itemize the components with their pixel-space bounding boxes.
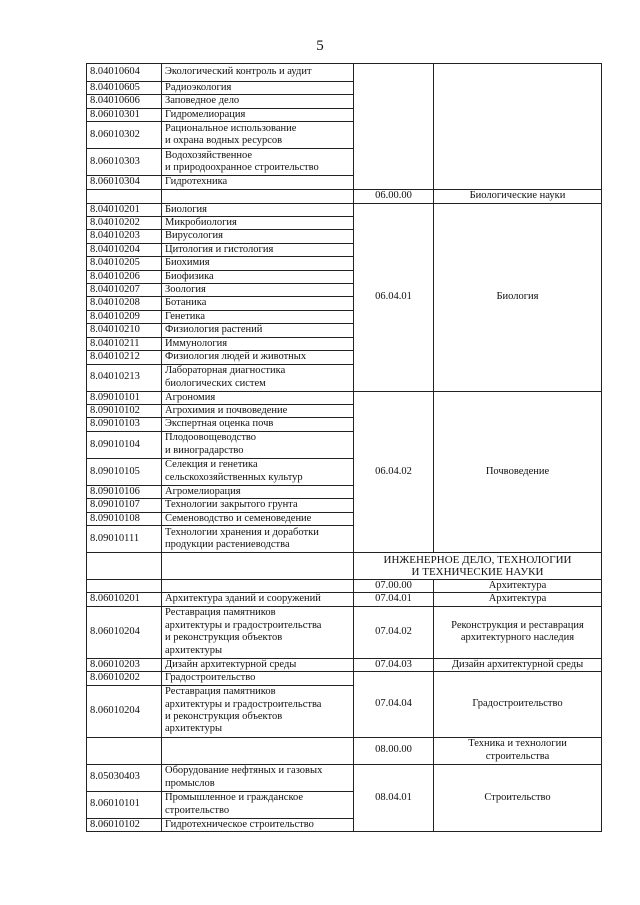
program-name-line: Гидротехника	[165, 176, 228, 188]
program-name-cell	[162, 818, 354, 831]
program-name-cell	[162, 458, 354, 485]
program-name-line: Ботаника	[165, 297, 207, 309]
table-row	[87, 552, 602, 579]
program-code-cell: 8.06010302	[87, 122, 162, 149]
specialty-name-cell: Биологические науки	[434, 189, 602, 203]
program-name-cell	[162, 485, 354, 498]
program-name-line: Иммунология	[165, 337, 228, 349]
program-name-cell	[162, 64, 354, 82]
program-code-cell: 8.04010605	[87, 82, 162, 95]
specialty-code-cell: 08.04.01	[354, 764, 434, 831]
table-row	[87, 606, 602, 658]
program-name-line: Гидротехническое строительство	[165, 818, 314, 830]
specialty-code-cell: 07.04.04	[354, 672, 434, 737]
program-name-line: и охрана водных ресурсов	[165, 135, 283, 147]
specialty-code-cell: 07.04.01	[354, 593, 434, 606]
program-name-cell	[162, 658, 354, 671]
program-name-line: архитектуры	[165, 723, 222, 735]
program-name-cell	[162, 122, 354, 149]
program-name-line: Цитология и гистология	[165, 243, 274, 255]
specialty-code-cell: 07.04.02	[354, 606, 434, 658]
program-code-cell: 8.09010102	[87, 404, 162, 417]
program-code-cell	[87, 552, 162, 579]
program-code-cell: 8.09010107	[87, 499, 162, 512]
program-code-cell: 8.06010204	[87, 685, 162, 737]
program-name-line: сельскохозяйственных культур	[165, 471, 303, 483]
program-name-cell	[162, 351, 354, 364]
program-name-line: Гидромелиорация	[165, 108, 246, 120]
specialty-name-cell: Биология	[434, 203, 602, 391]
table-row	[87, 593, 602, 606]
table-row	[87, 737, 602, 764]
program-name-cell	[162, 364, 354, 391]
program-name-cell	[162, 791, 354, 818]
program-code-cell: 8.04010211	[87, 337, 162, 350]
program-code-cell: 8.06010303	[87, 149, 162, 176]
table-row	[87, 203, 602, 216]
program-name-line: Лабораторная диагностика	[165, 365, 286, 377]
program-name-cell	[162, 337, 354, 350]
program-code-cell	[87, 189, 162, 203]
program-code-cell: 8.04010207	[87, 284, 162, 297]
program-name-line: Генетика	[165, 310, 206, 322]
program-name-cell	[162, 310, 354, 323]
program-name-cell	[162, 257, 354, 270]
program-name-line: Дизайн архитектурной среды	[165, 658, 297, 670]
program-name-cell	[162, 284, 354, 297]
program-code-cell: 8.06010304	[87, 176, 162, 189]
program-name-cell	[162, 189, 354, 203]
program-code-cell: 8.06010101	[87, 791, 162, 818]
specialty-code-cell: 07.04.03	[354, 658, 434, 671]
program-code-cell: 8.06010202	[87, 672, 162, 685]
specialty-name-cell: Архитектура	[434, 579, 602, 592]
program-code-cell: 8.05030403	[87, 764, 162, 791]
program-name-line: Вирусология	[165, 230, 224, 242]
program-name-line: Реставрация памятников	[165, 607, 276, 619]
program-code-cell: 8.04010203	[87, 230, 162, 243]
program-name-cell	[162, 499, 354, 512]
program-name-line: строительство	[165, 804, 230, 816]
program-name-line: Технологии хранения и доработки	[165, 526, 319, 538]
program-name-line: Промышленное и гражданское	[165, 792, 304, 804]
table-row	[87, 189, 602, 203]
table-row	[87, 391, 602, 404]
program-name-line: Микробиология	[165, 217, 237, 229]
program-name-cell	[162, 95, 354, 108]
program-name-line: архитектуры и градостроительства	[165, 698, 322, 710]
program-name-cell	[162, 297, 354, 310]
specialty-name-cell	[434, 64, 602, 190]
table-row	[87, 764, 602, 791]
specialty-name-cell: Градостроительство	[434, 672, 602, 737]
program-code-cell	[87, 737, 162, 764]
program-name-line: Оборудование нефтяных и газовых	[165, 765, 323, 777]
program-code-cell	[87, 579, 162, 592]
program-name-cell	[162, 82, 354, 95]
specialty-code-cell: 06.04.02	[354, 391, 434, 552]
program-name-cell	[162, 270, 354, 283]
program-code-cell: 8.04010212	[87, 351, 162, 364]
program-code-cell: 8.04010208	[87, 297, 162, 310]
program-name-cell	[162, 525, 354, 552]
program-name-line: и виноградарство	[165, 444, 244, 456]
program-code-cell: 8.04010213	[87, 364, 162, 391]
program-name-line: и природоохранное строительство	[165, 162, 319, 174]
program-code-cell: 8.06010201	[87, 593, 162, 606]
program-name-line: Плодоовощеводство	[165, 432, 257, 444]
program-code-cell: 8.09010104	[87, 431, 162, 458]
program-name-line: Биология	[165, 203, 208, 215]
program-name-line: продукции растениеводства	[165, 538, 290, 550]
program-name-line: Водохозяйственное	[165, 149, 253, 161]
program-code-cell: 8.04010209	[87, 310, 162, 323]
program-name-cell	[162, 579, 354, 592]
program-name-line: биологических систем	[165, 377, 266, 389]
specialty-code-cell: 07.00.00	[354, 579, 434, 592]
section-heading-cell	[354, 552, 602, 579]
program-name-cell	[162, 764, 354, 791]
program-name-cell	[162, 552, 354, 579]
program-name-line: Семеноводство и семеноведение	[165, 512, 312, 524]
program-name-line: Градостроительство	[165, 672, 256, 684]
section-heading-line: ИНЖЕНЕРНОЕ ДЕЛО, ТЕХНОЛОГИИ	[383, 553, 572, 566]
table-row	[87, 579, 602, 592]
program-code-cell: 8.06010102	[87, 818, 162, 831]
program-code-cell: 8.04010205	[87, 257, 162, 270]
program-name-cell	[162, 418, 354, 431]
specialty-name-cell: Техника и технологии строительства	[434, 737, 602, 764]
program-name-cell	[162, 404, 354, 417]
program-name-line: Технологии закрытого грунта	[165, 499, 298, 511]
program-code-cell: 8.09010103	[87, 418, 162, 431]
program-code-cell: 8.04010202	[87, 217, 162, 230]
table-row	[87, 658, 602, 671]
specialty-code-cell: 06.04.01	[354, 203, 434, 391]
program-name-cell	[162, 737, 354, 764]
program-name-line: Физиология людей и животных	[165, 351, 307, 363]
program-code-cell: 8.06010203	[87, 658, 162, 671]
program-code-cell: 8.04010606	[87, 95, 162, 108]
program-name-line: архитектуры	[165, 644, 222, 656]
program-name-line: Биохимия	[165, 257, 210, 269]
page-number: 5	[316, 38, 324, 54]
specialty-code-cell: 08.00.00	[354, 737, 434, 764]
specialty-code-cell: 06.00.00	[354, 189, 434, 203]
specialty-correspondence-table	[86, 63, 602, 832]
program-name-cell	[162, 391, 354, 404]
program-name-cell	[162, 217, 354, 230]
specialty-name-cell: Реконструкция и реставрация архитектурного наследия	[434, 606, 602, 658]
program-name-line: Агрономия	[165, 391, 216, 403]
program-name-line: Агрохимия и почвоведение	[165, 404, 288, 416]
program-code-cell: 8.06010204	[87, 606, 162, 658]
program-name-line: и реконструкция объектов	[165, 632, 283, 644]
program-code-cell: 8.09010105	[87, 458, 162, 485]
program-name-cell	[162, 176, 354, 189]
section-heading-line: И ТЕХНИЧЕСКИЕ НАУКИ	[411, 565, 544, 578]
table-row	[87, 672, 602, 685]
program-name-cell	[162, 593, 354, 606]
program-code-cell: 8.09010106	[87, 485, 162, 498]
program-code-cell: 8.04010201	[87, 203, 162, 216]
program-name-line: Биофизика	[165, 270, 214, 282]
program-code-cell: 8.06010301	[87, 108, 162, 121]
program-name-line: архитектуры и градостроительства	[165, 619, 322, 631]
program-name-line: Радиоэкология	[165, 82, 232, 93]
program-name-line: Экологический контроль и аудит	[165, 66, 312, 78]
program-name-cell	[162, 324, 354, 337]
program-name-line: Рациональное использование	[165, 122, 297, 134]
specialty-name-cell: Архитектура	[434, 593, 602, 606]
program-code-cell: 8.04010204	[87, 243, 162, 256]
program-name-cell	[162, 230, 354, 243]
program-name-line: промыслов	[165, 777, 215, 789]
program-name-cell	[162, 431, 354, 458]
specialty-name-cell: Почвоведение	[434, 391, 602, 552]
program-name-line: Реставрация памятников	[165, 686, 276, 698]
program-name-line: Агромелиорация	[165, 485, 241, 497]
program-name-cell	[162, 512, 354, 525]
specialty-name-cell: Дизайн архитектурной среды	[434, 658, 602, 671]
program-name-line: Селекция и генетика	[165, 459, 258, 471]
program-code-cell: 8.09010111	[87, 525, 162, 552]
program-code-cell: 8.04010206	[87, 270, 162, 283]
program-name-line: Зоология	[165, 284, 206, 296]
program-code-cell: 8.04010604	[87, 64, 162, 82]
program-name-line: Физиология растений	[165, 324, 263, 336]
program-name-cell	[162, 685, 354, 737]
program-name-cell	[162, 606, 354, 658]
program-code-cell: 8.09010108	[87, 512, 162, 525]
program-name-line: Экспертная оценка почв	[165, 418, 274, 430]
table-row	[87, 64, 602, 82]
specialty-code-cell	[354, 64, 434, 190]
program-name-cell	[162, 672, 354, 685]
program-code-cell: 8.04010210	[87, 324, 162, 337]
program-name-line: Заповедное дело	[165, 95, 240, 107]
program-name-cell	[162, 108, 354, 121]
program-name-line: и реконструкция объектов	[165, 711, 283, 723]
program-name-cell	[162, 149, 354, 176]
program-name-cell	[162, 203, 354, 216]
program-code-cell: 8.09010101	[87, 391, 162, 404]
program-name-cell	[162, 243, 354, 256]
specialty-name-cell: Строительство	[434, 764, 602, 831]
program-name-line: Архитектура зданий и сооружений	[165, 593, 321, 605]
